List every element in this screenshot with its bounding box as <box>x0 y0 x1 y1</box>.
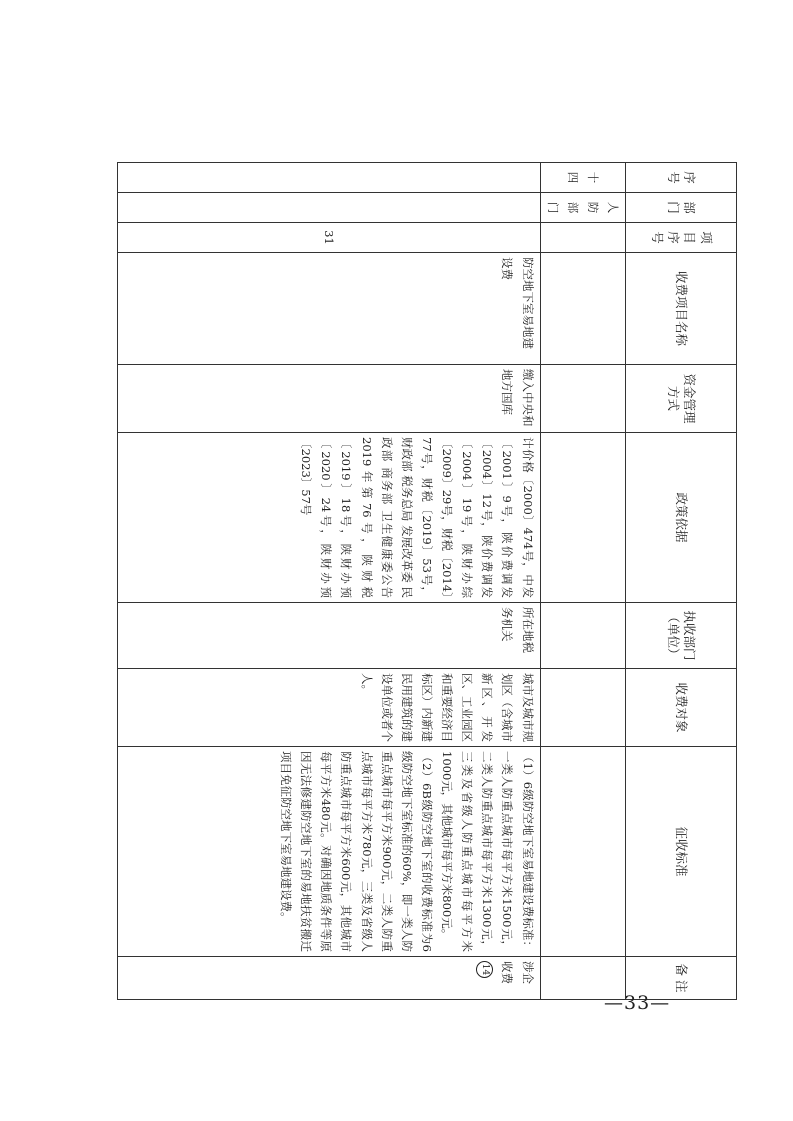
item-seq: 31 <box>118 223 541 253</box>
collecting-agency: 所在地税务机关 <box>118 603 541 669</box>
standard-clause-2: （2）6B级防空地下室的收费标准为6级防空地下室标准的60%，即一类人防重点城市每平方米900元，二类人防重点城市每平方米780元，三类及省级人防重点城市每平方米600元，其他城市每平方米480元。对确因地质条件等原因无法修建防空地下室的易地扶贫搬迁项目免征防空地下室易地建设费。 <box>279 751 434 952</box>
header-dept: 部门 <box>626 193 737 223</box>
header-policy: 政策依据 <box>626 433 737 603</box>
header-item-seq: 项目序号 <box>626 223 737 253</box>
fee-payer: 城市及城市规划区（含城市新区、开发区、工业园区和重要经济目标区）内新建民用建筑的建设单位或者个人。 <box>118 669 541 747</box>
section-row <box>540 163 626 1000</box>
standard-clause-1: （1）6级防空地下室易地建设费标准：一类人防重点城市每平方米1500元，二类人防重点城市每平方米1300元，三类及省级人防重点城市每平方米1000元，其他城市每平方米800元。 <box>440 751 535 952</box>
header-payer: 收费对象 <box>626 669 737 747</box>
header-standard: 征收标准 <box>626 747 737 957</box>
header-row <box>626 163 737 1000</box>
fund-mgmt: 缴入中央和地方国库 <box>118 365 541 433</box>
remark-text: 涉企收费 <box>500 961 535 984</box>
policy-basis: 计价格〔2000〕474号，中发〔2001〕9号，陕价费调发〔2004〕12号，陕价费调发〔2004〕19号，陕财办综〔2009〕29号，财税〔2014〕77号，财税〔2019〕53号，财政部 税务总局 发展改革委 民政部 商务部 卫生健康委公告2019年第76号，陕财税〔2019〕18号，陕财办预〔2020〕24号，陕财办预〔2023〕57号 <box>118 433 541 603</box>
header-seq: 序号 <box>626 163 737 193</box>
table-row <box>118 163 541 1000</box>
section-dept: 人防部门 <box>540 193 626 223</box>
remark <box>118 957 541 1000</box>
levy-standard <box>118 747 541 957</box>
header-remark: 备 注 <box>626 957 737 1000</box>
section-seq: 十四 <box>540 163 626 193</box>
remark-circled-number: 14 <box>476 961 493 978</box>
page-number: —33— <box>604 992 671 1014</box>
fee-name: 防空地下室易地建设费 <box>118 253 541 365</box>
header-fee-name: 收费项目名称 <box>626 253 737 365</box>
fee-table <box>117 162 737 1000</box>
rotated-table-sheet <box>117 162 737 999</box>
header-agency: 执收部门（单位） <box>626 603 737 669</box>
header-fund-mgmt: 资金管理方式 <box>626 365 737 433</box>
